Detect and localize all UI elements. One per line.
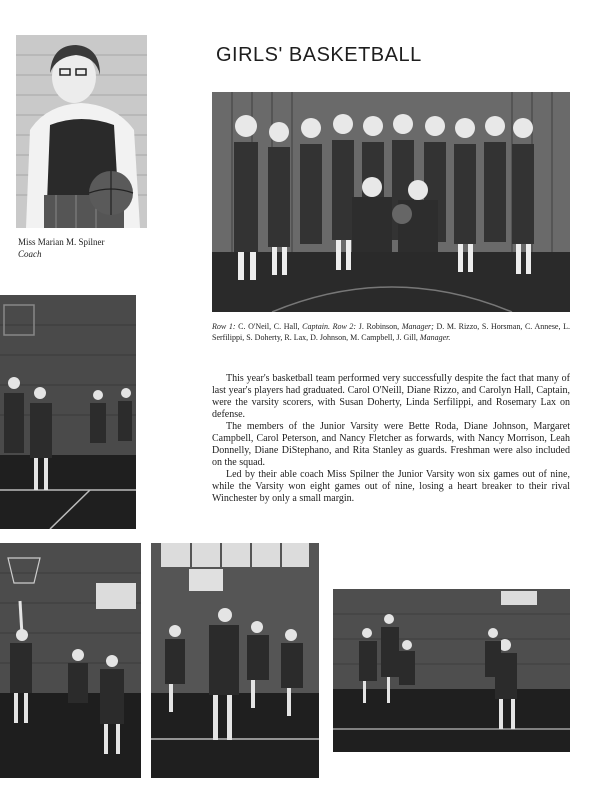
row2-manager-a: Manager; bbox=[401, 322, 434, 331]
team-photo bbox=[212, 92, 570, 312]
coach-photo bbox=[16, 35, 147, 228]
coach-role: Coach bbox=[18, 249, 42, 259]
action-photo-bottom-1 bbox=[0, 543, 141, 778]
team-photo-caption bbox=[212, 321, 570, 343]
page-title: GIRLS' BASKETBALL bbox=[216, 44, 422, 66]
action-photo-bottom-2 bbox=[151, 543, 319, 778]
row1-captain: Captain. bbox=[302, 322, 330, 331]
coach-name: Miss Marian M. Spilner bbox=[18, 237, 105, 247]
article-paragraph: This year's basketball team performed very successfully despite the fact that many of last year's players had graduated. Carol O'Neill, Diane Rizzo, and Carolyn Hall, Captain, were the varsity scorers, with Susan Doherty, Linda Serfilippi, and Rosemary Lax on defense. bbox=[212, 373, 570, 420]
action-photo-left bbox=[0, 295, 136, 529]
article-body bbox=[212, 373, 570, 505]
row1-names: C. O'Neil, C. Hall, bbox=[235, 322, 303, 331]
row2-names-b: D. M. Rizzo, S. Horsman, C. Annese, L. Serfilippi, S. Doherty, R. Lax, D. Johnson, M. Campbell, J. Gill, bbox=[212, 322, 571, 342]
row2-label: Row 2: bbox=[329, 322, 357, 331]
coach-caption bbox=[18, 236, 105, 260]
action-photo-bottom-3 bbox=[333, 589, 570, 752]
row2-manager-b: Manager. bbox=[419, 333, 451, 342]
article-paragraph: Led by their able coach Miss Spilner the Junior Varsity won six games out of nine, while the Varsity won eight games out of nine, losing a heart breaker to their rival Winchester by only a small margin. bbox=[212, 469, 570, 504]
row1-label: Row 1: bbox=[212, 322, 236, 331]
article-paragraph: The members of the Junior Varsity were Bette Roda, Diane Johnson, Margaret Campbell, Carol Peterson, and Nancy Fletcher as forwards, with Nancy Morrison, Leah Donnelly, Diane DiStephano, and Rita Stanley as guards. Freshman were also included on the squad. bbox=[212, 421, 570, 468]
row2-names-a: J. Robinson, bbox=[356, 322, 402, 331]
